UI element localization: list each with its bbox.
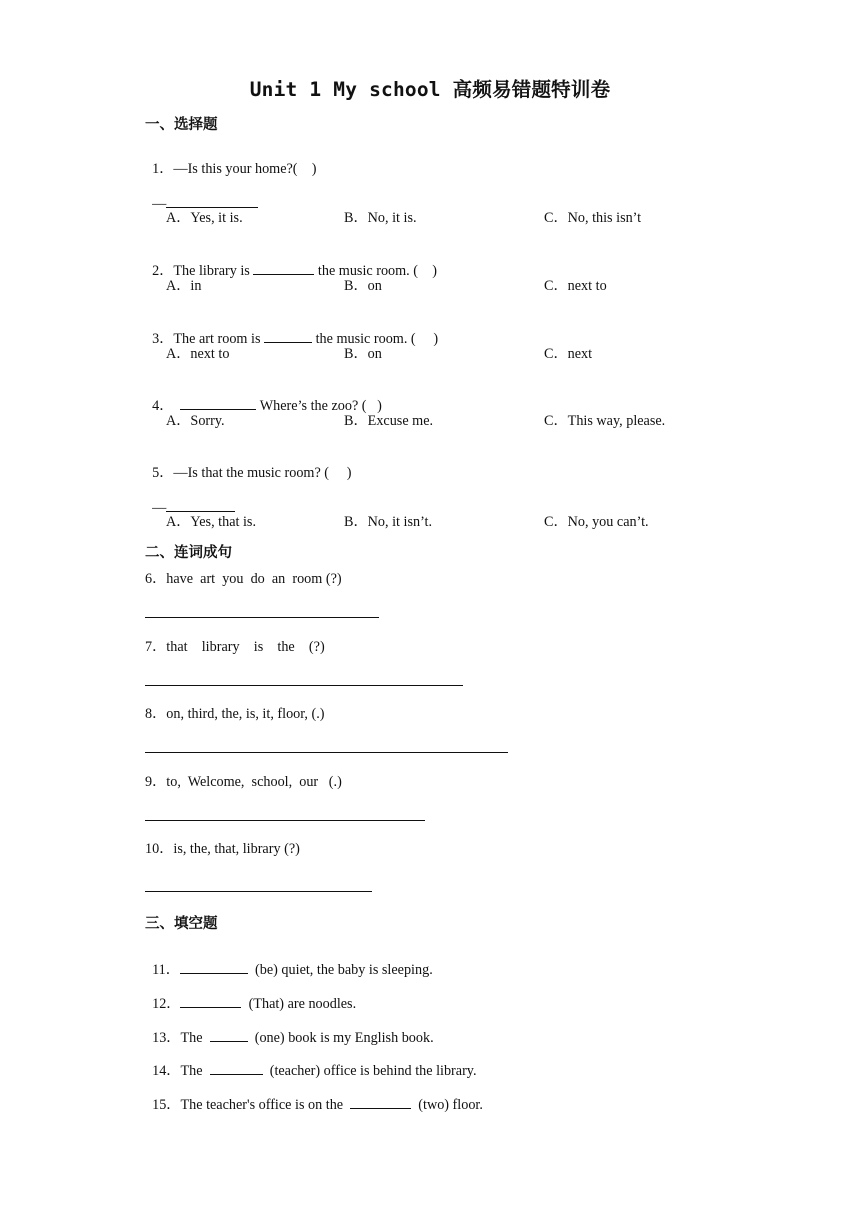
question-number: 14．The xyxy=(152,1063,210,1079)
answer-line[interactable] xyxy=(145,685,463,686)
option-b[interactable]: B．No, it is. xyxy=(344,210,417,226)
question-1 xyxy=(145,142,316,178)
question-text: —Is that the music room? ( ) xyxy=(173,465,352,481)
answer-line[interactable] xyxy=(145,820,425,821)
answer-line[interactable] xyxy=(145,891,372,892)
question-number: 4． xyxy=(152,398,174,414)
option-b[interactable]: B．on xyxy=(344,346,382,362)
question-text: (be) quiet, the baby is sleeping. xyxy=(247,962,433,978)
reply-dash: — xyxy=(152,500,167,516)
question-text: (teacher) office is behind the library. xyxy=(262,1063,477,1079)
question-4 xyxy=(145,378,382,415)
question-number: 5． xyxy=(152,465,174,481)
question-text: (one) book is my English book. xyxy=(247,1030,434,1046)
question-9: 9．to, Welcome, school, our (.) xyxy=(145,774,342,790)
question-10: 10．is, the, that, library (?) xyxy=(145,841,300,857)
answer-blank[interactable] xyxy=(180,994,241,1008)
option-a[interactable]: A．Yes, it is. xyxy=(166,210,243,226)
option-c[interactable]: C．This way, please. xyxy=(544,413,666,429)
option-c[interactable]: C．next xyxy=(544,346,593,362)
question-6: 6．have art you do an room (?) xyxy=(145,571,342,587)
question-number: 15．The teacher's office is on the xyxy=(152,1097,351,1113)
question-text: the music room. ( ) xyxy=(312,331,439,347)
option-b[interactable]: B．on xyxy=(344,278,382,294)
question-7: 7．that library is the (?) xyxy=(145,639,325,655)
option-c[interactable]: C．No, you can’t. xyxy=(544,514,649,530)
question-number: 12． xyxy=(152,996,181,1012)
question-3 xyxy=(145,311,438,348)
section-heading-fill: 三、填空题 xyxy=(145,916,218,932)
question-text: Where’s the zoo? ( ) xyxy=(256,398,382,414)
section-heading-sentence: 二、连词成句 xyxy=(145,545,232,561)
question-text: The art room is xyxy=(173,331,265,347)
answer-blank[interactable] xyxy=(253,261,314,275)
option-c[interactable]: C．No, this isn’t xyxy=(544,210,642,226)
question-2 xyxy=(145,243,437,280)
option-a[interactable]: A．in xyxy=(166,278,202,294)
question-1-reply xyxy=(145,176,258,213)
question-14 xyxy=(145,1043,477,1080)
option-a[interactable]: A．next to xyxy=(166,346,230,362)
answer-line[interactable] xyxy=(145,752,508,753)
question-number: 3． xyxy=(152,331,174,347)
question-text: (That) are noodles. xyxy=(241,996,357,1012)
answer-blank[interactable] xyxy=(166,194,258,208)
option-c[interactable]: C．next to xyxy=(544,278,607,294)
answer-blank[interactable] xyxy=(210,1061,263,1075)
option-b[interactable]: B．No, it isn’t. xyxy=(344,514,433,530)
answer-blank[interactable] xyxy=(180,396,256,410)
question-text: —Is this your home?( ) xyxy=(173,161,317,177)
answer-blank[interactable] xyxy=(180,960,248,974)
reply-dash: — xyxy=(152,196,167,212)
option-a[interactable]: A．Sorry. xyxy=(166,413,225,429)
question-number: 11． xyxy=(152,962,180,978)
answer-blank[interactable] xyxy=(264,329,312,343)
question-8: 8．on, third, the, is, it, floor, (.) xyxy=(145,706,325,722)
question-number: 1． xyxy=(152,161,174,177)
question-13 xyxy=(145,1010,434,1047)
question-15 xyxy=(145,1077,483,1114)
question-text: (two) floor. xyxy=(411,1097,483,1113)
question-11 xyxy=(145,942,433,979)
question-12 xyxy=(145,976,356,1013)
page-title: Unit 1 My school 高频易错题特训卷 xyxy=(249,78,611,101)
question-text: the music room. ( ) xyxy=(314,263,437,279)
question-5 xyxy=(145,446,351,482)
answer-blank[interactable] xyxy=(210,1028,248,1042)
answer-blank[interactable] xyxy=(350,1095,411,1109)
option-a[interactable]: A．Yes, that is. xyxy=(166,514,257,530)
option-b[interactable]: B．Excuse me. xyxy=(344,413,434,429)
answer-line[interactable] xyxy=(145,617,379,618)
answer-blank[interactable] xyxy=(166,498,235,512)
question-number: 2． xyxy=(152,263,174,279)
question-text: The library is xyxy=(173,263,254,279)
section-heading-choice: 一、选择题 xyxy=(145,117,218,133)
question-number: 13．The xyxy=(152,1030,210,1046)
question-5-reply xyxy=(145,480,235,517)
